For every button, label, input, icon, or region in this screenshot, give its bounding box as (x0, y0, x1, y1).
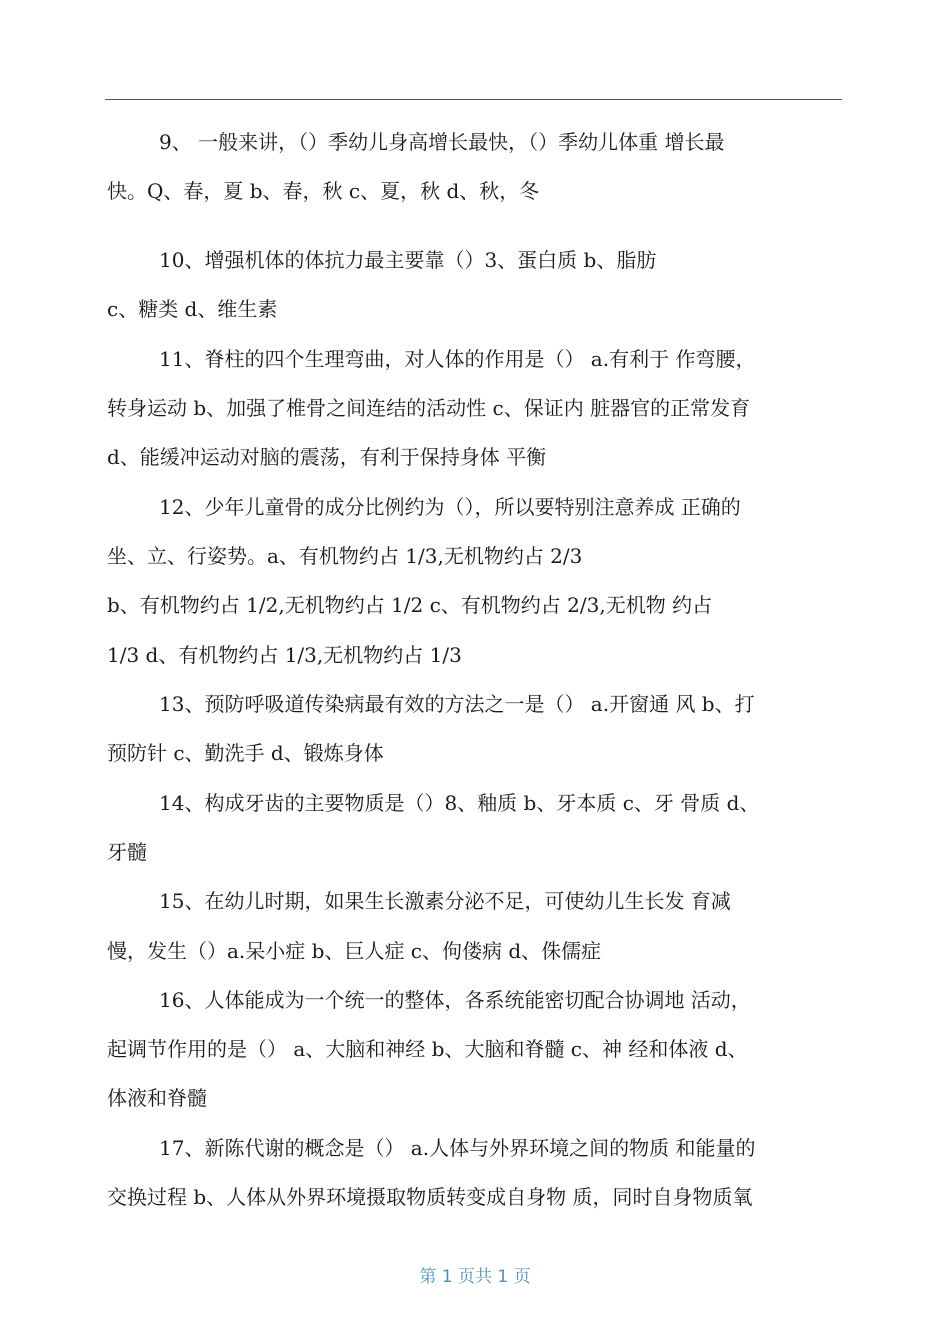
text-line: 坐、立、行姿势。a、有机物约占 1/3,无机物约占 2/3 (107, 544, 583, 568)
text-line: 快。Q、春，夏 b、春，秋 c、夏，秋 d、秋，冬 (107, 179, 540, 203)
text-line: 10、增强机体的体抗力最主要靠（）3、蛋白质 b、脂肪 (159, 248, 657, 272)
text-line: 牙髓 (107, 840, 147, 864)
text-line: c、糖类 d、维生素 (107, 297, 278, 321)
text-line: 11、脊柱的四个生理弯曲，对人体的作用是（） a.有利于 作弯腰， (159, 347, 756, 371)
text-line: 预防针 c、勤洗手 d、锻炼身体 (107, 741, 384, 765)
text-line: 转身运动 b、加强了椎骨之间连结的活动性 c、保证内 脏器官的正常发育 (107, 396, 751, 420)
text-line: 体液和脊髓 (107, 1086, 207, 1110)
text-line: 15、在幼儿时期，如果生长激素分泌不足，可使幼儿生长发 育减 (159, 889, 731, 913)
header-rule (105, 99, 842, 100)
text-line: 慢，发生（）a.呆小症 b、巨人症 c、佝偻病 d、侏儒症 (107, 939, 602, 963)
text-line: 17、新陈代谢的概念是（） a.人体与外界环境之间的物质 和能量的 (159, 1136, 756, 1160)
text-line: 12、少年儿童骨的成分比例约为（），所以要特别注意养成 正确的 (159, 495, 741, 519)
page-number: 第 1 页共 1 页 (419, 1267, 531, 1287)
text-line: 起调节作用的是（） a、大脑和神经 b、大脑和脊髓 c、神 经和体液 d、 (107, 1037, 748, 1061)
text-line: 1/3 d、有机物约占 1/3,无机物约占 1/3 (107, 643, 462, 667)
text-line: 16、人体能成为一个统一的整体，各系统能密切配合协调地 活动， (159, 988, 751, 1012)
text-line: 13、预防呼吸道传染病最有效的方法之一是（） a.开窗通 风 b、打 (159, 692, 755, 716)
text-line: b、有机物约占 1/2,无机物约占 1/2 c、有机物约占 2/3,无机物 约占 (107, 593, 713, 617)
text-line: 9、 一般来讲，（）季幼儿身高增长最快，（）季幼儿体重 增长最 (159, 130, 725, 154)
text-line: d、能缓冲运动对脑的震荡，有利于保持身体 平衡 (107, 445, 547, 469)
text-line: 14、构成牙齿的主要物质是（）8、釉质 b、牙本质 c、牙 骨质 d、 (159, 791, 760, 815)
text-line: 交换过程 b、人体从外界环境摄取物质转变成自身物 质，同时自身物质氧 (107, 1185, 753, 1209)
